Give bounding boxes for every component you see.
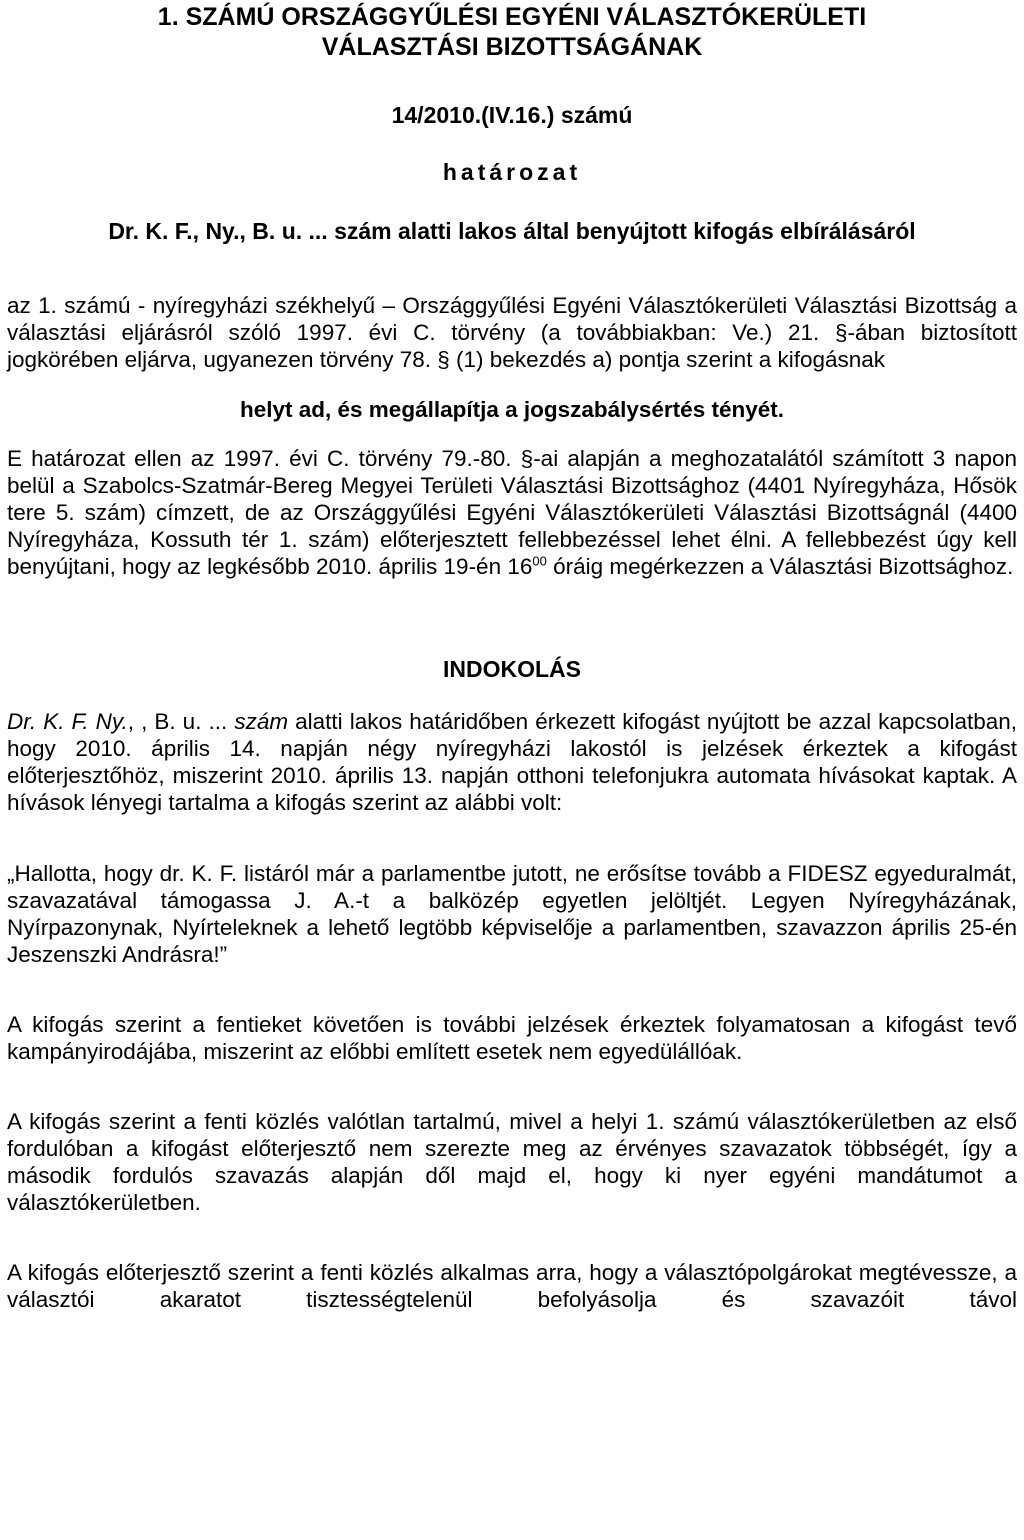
complainant-name: Dr. K. F. Ny. bbox=[7, 709, 128, 734]
title-line-2: VÁLASZTÁSI BIZOTTSÁGÁNAK bbox=[321, 33, 703, 61]
reasoning-paragraph-2: A kifogás szerint a fentieket követően is további jelzések érkeztek folyamatosan a kifogást tevő kampányirodájába, miszerint az előbbi említett esetek nem egyedülállóak. bbox=[7, 1012, 1017, 1064]
decision-subject: Dr. K. F., Ny., B. u. ... szám alatti lakos által benyújtott kifogás elbírálásáról bbox=[108, 218, 916, 244]
document-type-word: határozat bbox=[442, 159, 582, 185]
address-word: szám bbox=[234, 709, 289, 734]
reasoning-paragraph-1-text: alatti lakos határidőben érkezett kifogást nyújtott be azzal kapcsolatban, hogy 2010. április 14. napján négy nyíregyházi lakostól is jelzések érkeztek a kifogást előterjesztőhöz, miszerint 2010. április 13. napján otthoni telefonjukra automata hívásokat kaptak. A hívások lényegi tartalma a kifogás szerint az alábbi volt: bbox=[7, 709, 1017, 815]
remedy-text: E határozat ellen az 1997. évi C. törvény 79.-80. §-ai alapján a meghozatalától számított 3 napon belül a Szabolcs-Szatmár-Bereg Megyei Területi Választási Bizottsághoz (4401 Nyíregyháza, Hősök tere 5. szám) címzett, de az Országgyűlési Egyéni Választókerületi Választási Bizottságnál (4400 Nyíregyháza, Kossuth tér 1. szám) előterjesztett fellebbezéssel lehet élni. A fellebbezést úgy kell benyújtani, hogy az legkésőbb 2010. április 19-én 16 bbox=[7, 446, 1017, 579]
title-line-1: 1. SZÁMÚ ORSZÁGGYŰLÉSI EGYÉNI VÁLASZTÓKERÜLETI bbox=[157, 3, 867, 31]
remedy-time-superscript: 00 bbox=[532, 553, 547, 569]
quoted-call-text: „Hallotta, hogy dr. K. F. listáról már a parlamentbe jutott, ne erősítse tovább a FIDESZ egyeduralmát, szavazatával támogassa J. A.-t a balközép egyetlen jelöltjét. Legyen Nyíregyházának, Nyírpazonynak, Nyírteleknek a lehető legtöbb képviselője a parlamentben, szavazzon április 25-én Jeszenszki Andrásra!” bbox=[7, 861, 1017, 967]
remedy-text-end: óráig megérkezzen a Választási Bizottsághoz. bbox=[546, 554, 1014, 579]
reasoning-paragraph-3: A kifogás szerint a fenti közlés valótlan tartalmú, mivel a helyi 1. számú választókerületben az első fordulóban a kifogást előterjesztő nem szerezte meg az érvényes szavazatok többségét, így a második fordulós szavazás alapján dől majd el, hogy ki nyer egyéni mandátumot a választókerületben. bbox=[7, 1109, 1017, 1215]
committee-title bbox=[7, 0, 1017, 62]
reasoning-paragraph-4: A kifogás előterjesztő szerint a fenti közlés alkalmas arra, hogy a választópolgárokat megtévessze, a választói akaratot tisztességtelenül befolyásolja és szavazóit távol bbox=[7, 1260, 1017, 1312]
decision-statement: helyt ad, és megállapítja a jogszabálysértés tényét. bbox=[240, 397, 784, 422]
intro-paragraph: az 1. számú - nyíregyházi székhelyű – Országgyűlési Egyéni Választókerületi Választási Bizottság a választási eljárásról szóló 1997. évi C. törvény (a továbbiakban: Ve.) 21. §-ában biztosított jogkörében eljárva, ugyanezen törvény 78. § (1) bekezdés a) pontja szerint a kifogásnak bbox=[7, 293, 1017, 372]
reasoning-heading: INDOKOLÁS bbox=[443, 656, 581, 682]
complainant-address: , , B. u. ... bbox=[127, 709, 235, 734]
legal-remedy-paragraph bbox=[7, 445, 1017, 580]
decision-number: 14/2010.(IV.16.) számú bbox=[391, 102, 633, 128]
reasoning-paragraph-1 bbox=[7, 708, 1017, 816]
